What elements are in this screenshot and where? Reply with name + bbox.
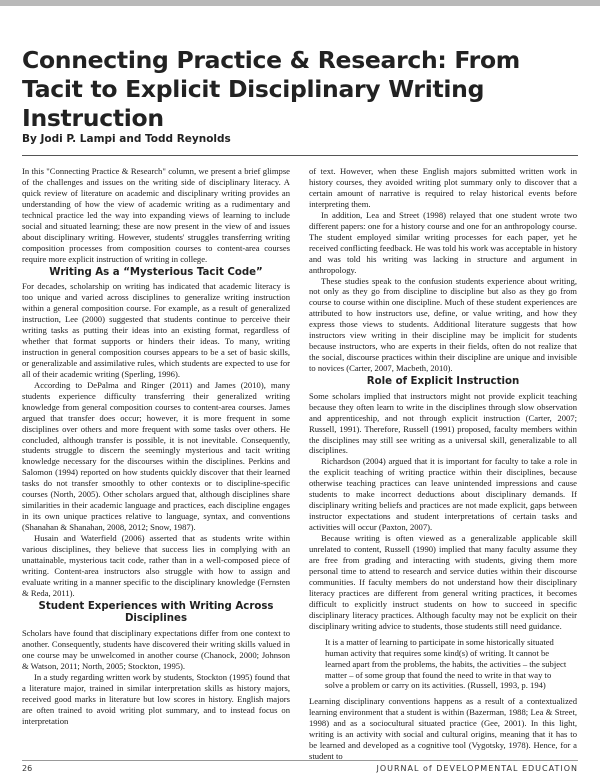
intro-paragraph: In this "Connecting Practice & Research" column, we present a brief glimpse of the challenges and issues on the writing side of disciplinary literacy. A quick review of literature on academic and disciplinary writing provides an understanding of how the view of academic writing as a rudimentary and technical practice led the way into expanding views of learning to include social and situated learning; these are now present in the view of and issues about disciplinary writing. However, students' struggles transferring writing composition processes from composition courses to content-area courses require more explicit instruction of writing in college. <box>22 166 290 264</box>
section-heading-explicit-instruction: Role of Explicit Instruction <box>366 376 520 388</box>
body-paragraph: Richardson (2004) argued that it is important for faculty to take a role in the explicit teaching of writing practice within their disciplines, because otherwise teaching practices can leave unintended impressions and cause students to make incorrect deductions about disciplinary demands. If disciplinary writing beliefs and practices are not made explicit, gaps between instructor expectations and student interpretations of certain tasks and activities will occur (Paxton, 2007). <box>309 456 577 533</box>
body-paragraph: According to DePalma and Ringer (2011) and James (2010), many students experience difficulty transferring their generalized writing knowledge from general composition courses to content-area courses. James argued that transfer does occur; however, it is more frequent in some disciplines over others and more frequent with some tasks over others. He concluded, although transfer is possible, it is not inevitable. Consequently, students struggle to discern the seemingly mysterious and tacit writing knowledge necessary for the discourses within the disciplines. Perkins and Salomon (1994) reported on how students quickly discover that their learned tasks do not transfer smoothly to other contexts or to discipline-specific courses (North, 2005). Other scholars argued that, although disciplines share similarities in their academic language and practices, each discipline engages in its own unique practices relative to language, syntax, and conventions (Shanahan & Shanahan, 2008, 2012; Snow, 1987). <box>22 379 290 533</box>
body-paragraph: Because writing is often viewed as a generalizable applicable skill unrelated to content, Russell (1990) implied that many faculty assume they are free from grading and interacting with students, giving them more personal time to attend to research and service duties within their discourse communities. If faculty members do not understand how their disciplinary literacy practices are different from general writing practices, it becomes difficult to explicitly instruct students on how to succeed in specific disciplinary literacy practices. Although faculty may not be explicit on their disciplinary writing advice to students, those students still need guidance. <box>309 533 577 631</box>
body-paragraph: Some scholars implied that instructors might not provide explicit teaching because they often learn to write in the disciplines through slow observation and apprenticeship, and not through explicit instruction (Carter, 2007; Russell, 1991). Therefore, Russell (1991) proposed, faculty members within the disciplines may still see writing as a universal skill, generalizable to all disciplines. <box>309 390 577 456</box>
block-quote <box>325 637 571 692</box>
author-byline: By Jodi P. Lampi and Todd Reynolds <box>22 133 231 145</box>
body-paragraph: of text. However, when these English majors submitted written work in history courses, they avoided writing plot summary only to discover that a certain amount of narrative is required to relay historical events before interpreting them. <box>309 166 577 209</box>
body-paragraph: Husain and Waterfield (2006) asserted that as students write within various disciplines, they believe that success lies in complying with an unattainable, mysterious tacit code, rather than in a well-composed piece of writing. Content-area instructors also struggle with how to assign and evaluate writing in a manner specific to the disciplinary knowledge (Fernsten & Reda, 2011). <box>22 533 290 598</box>
page-number: 26 <box>22 764 33 773</box>
title-divider <box>22 155 578 156</box>
section-heading-tacit-code: Writing As a “Mysterious Tacit Code” <box>49 266 263 278</box>
quote-text: It is a matter of learning to participate in some historically situated human activity that requires some kind(s) of writing. It cannot be learned apart from the problems, the habits, the activities – the subject matter – of some group that found the need to write in that way to solve a problem or carry on its activities. (Russell, 1993, p. 194) <box>325 636 567 691</box>
body-paragraph: Scholars have found that disciplinary expectations differ from one context to another. Consequently, students have discovered their writing skills valued in one course may be unwelcomed in another course (Chanock, 2000; Johnson & Watson, 2011; North, 2005; Stockton, 1995). <box>22 628 290 671</box>
body-paragraph: For decades, scholarship on writing has indicated that academic literacy is too unique and varied across disciplines to generalize writing instruction within a general composition course. For example, as a result of generalized instruction, Lee (2000) suggested that students continue to perceive their writing tasks as putting their ideas into an existing format, regardless of whether that format supports or hinders their ideas. To many, writing instruction in general composition courses appears to be a set of basic skills, or generalizable and assimilative rules, which students are expected to use for all of their academic writing (Sperling, 1996). <box>22 281 290 379</box>
left-column <box>22 166 290 727</box>
body-paragraph: In addition, Lea and Street (1998) relayed that one student wrote two different papers: one for a history course and one for an anthropology course. The student employed similar writing processes for each paper, yet he received conflicting feedback. He was told his work was acceptable in history and was told his writing was lacking in structure and argument in anthropology. <box>309 209 577 275</box>
body-paragraph: Learning disciplinary conventions happens as a result of a contextualized learning environment that a student is within (Bazerman, 1988; Lea & Street, 1998) and as a sociocultural situated practice (Gee, 2001). In this light, writing is an activity with social and cultural origins, meaning that it has to be learned and developed as a cognitive tool (Vygotsky, 1978). Hence, for a student to <box>309 696 577 762</box>
top-bar <box>0 0 600 6</box>
journal-name: JOURNAL of DEVELOPMENTAL EDUCATION <box>376 764 578 773</box>
right-column <box>309 166 577 762</box>
article-title: Connecting Practice & Research: From Tacit to Explicit Disciplinary Writing Instruction <box>22 46 520 132</box>
body-paragraph: In a study regarding written work by students, Stockton (1995) found that a literature major, trained in similar interpretation skills as history majors, received good marks in literature but low scores in history. English majors are often trained to avoid writing plot summary, and to instead focus on interpretation <box>22 671 290 726</box>
body-paragraph: These studies speak to the confusion students experience about writing, not only as they go from discipline to discipline but also as they go from course to course within one discipline. Much of these student experiences are attributed to how instructors use, define, or value writing, and how they express those views to students. Additional literature suggests that how instructors view writing in their discipline may be implicit for students because instructors, who are experts in their fields, often do not realize that the social, discourse practices within their discipline are unique and invisible to novices (Carter, 2007, Macbeth, 2010). <box>309 275 577 374</box>
section-heading-student-experiences: Student Experiences with Writing Across Disciplines <box>38 600 274 625</box>
footer-divider <box>22 760 578 761</box>
